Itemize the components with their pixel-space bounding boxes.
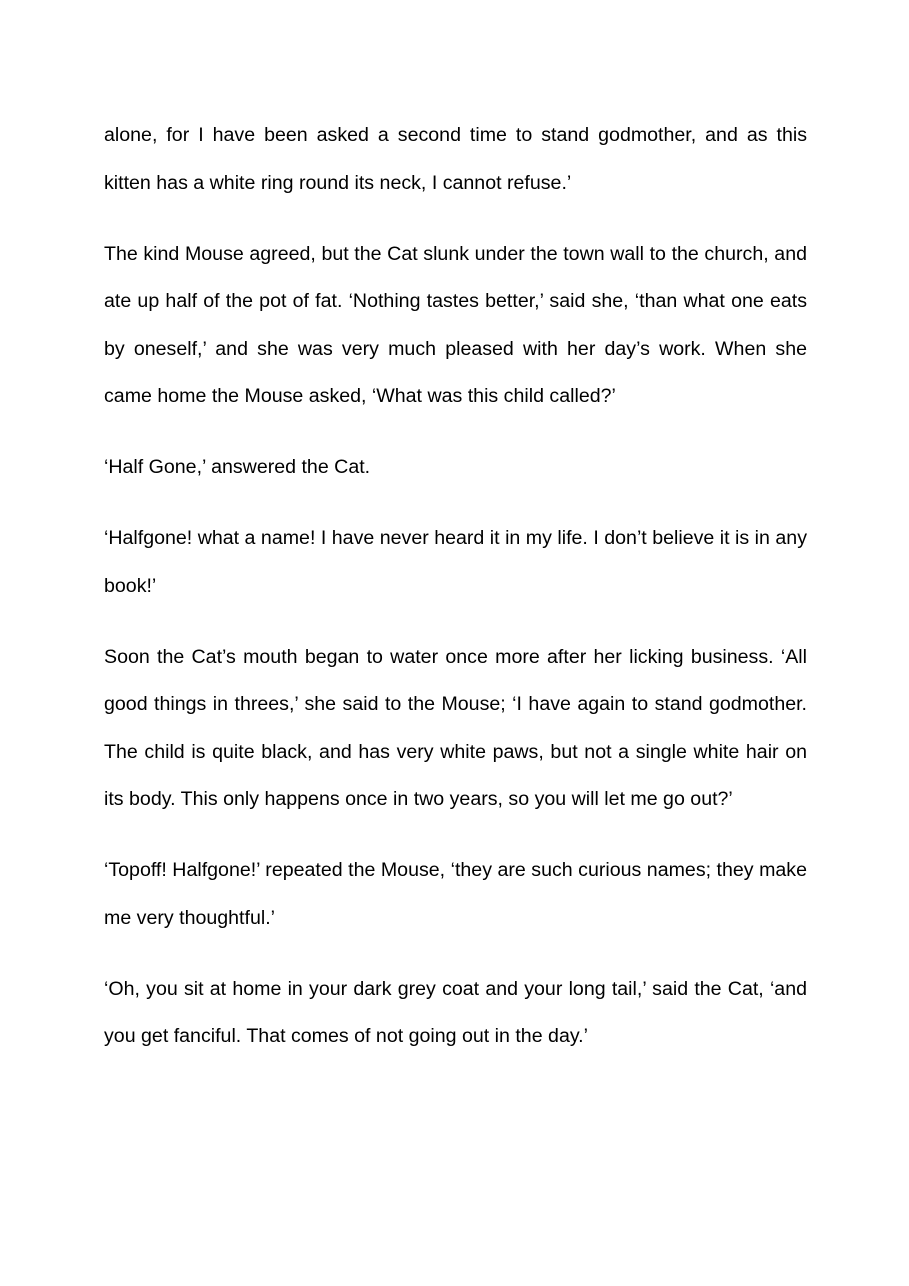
paragraph: alone, for I have been asked a second time to stand godmother, and as this kitten has a white ring round its neck, I cannot refuse.’ [104, 124, 807, 194]
paragraph: ‘Oh, you sit at home in your dark grey coat and your long tail,’ said the Cat, ‘and you get fanciful. That comes of not going out in the day.’ [104, 977, 807, 1047]
paragraph: ‘Halfgone! what a name! I have never heard it in my life. I don’t believe it is in any book!’ [104, 527, 807, 597]
paragraph: The kind Mouse agreed, but the Cat slunk under the town wall to the church, and ate up half of the pot of fat. ‘Nothing tastes better,’ said she, ‘than what one eats by oneself,’ and she was very much pleased with her day’s work. When she came home the Mouse asked, ‘What was this child called?’ [104, 242, 807, 407]
paragraph: ‘Half Gone,’ answered the Cat. [104, 456, 371, 478]
paragraph: ‘Topoff! Halfgone!’ repeated the Mouse, ‘they are such curious names; they make me very thoughtful.’ [104, 859, 807, 929]
document-body [104, 112, 807, 1061]
paragraph: Soon the Cat’s mouth began to water once more after her licking business. ‘All good things in threes,’ she said to the Mouse; ‘I have again to stand godmother. The child is quite black, and has very white paws, but not a single white hair on its body. This only happens once in two years, so you will let me go out?’ [104, 645, 807, 810]
